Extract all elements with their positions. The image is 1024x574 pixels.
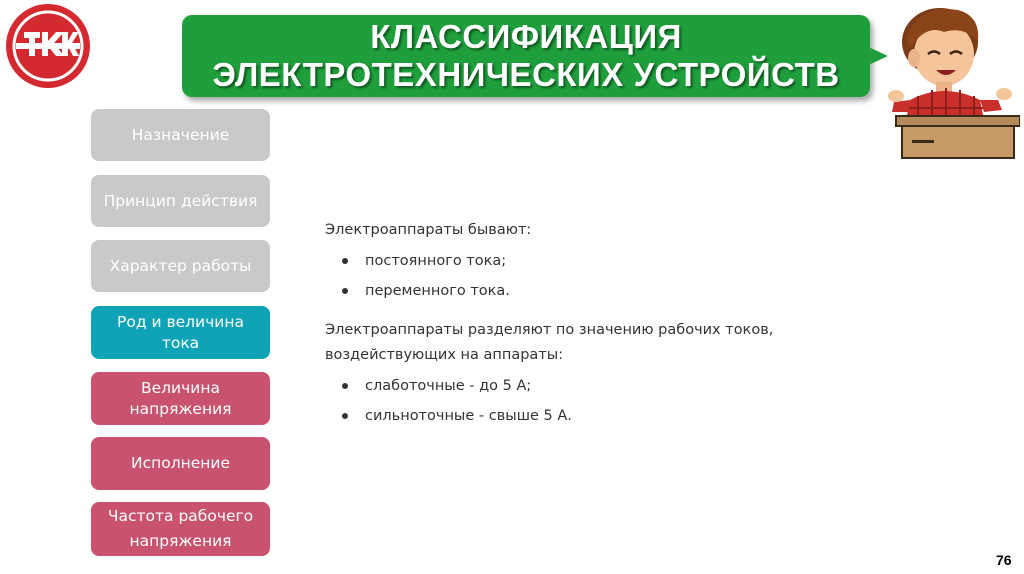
intro-text-2-line-1: Электроаппараты разделяют по значению рабочих токов,	[325, 322, 774, 338]
menu-item-design[interactable]: Исполнение	[91, 437, 270, 490]
teacher-at-desk-icon	[888, 4, 1020, 160]
bullet-icon	[342, 383, 348, 389]
bullet-icon	[342, 258, 348, 264]
menu-item-current-type-active[interactable]: Род и величина тока	[91, 306, 270, 359]
title-line-2: ЭЛЕКТРОТЕХНИЧЕСКИХ УСТРОЙСТВ	[212, 56, 840, 93]
intro-text-2-line-2: воздействующих на аппараты:	[325, 347, 564, 363]
menu-item-operation-mode[interactable]: Характер работы	[91, 240, 270, 292]
list-item-text: сильноточные - свыше 5 А.	[365, 408, 572, 424]
speech-pointer	[862, 44, 888, 68]
list-item	[325, 371, 845, 401]
content-text	[325, 218, 845, 431]
title-line-1: КЛАССИФИКАЦИЯ	[370, 18, 682, 55]
menu-item-operating-principle[interactable]: Принцип действия	[91, 175, 270, 227]
list-item-text: переменного тока.	[365, 283, 510, 299]
menu-item-purpose[interactable]: Назначение	[91, 109, 270, 161]
list-item	[325, 401, 845, 431]
list-item	[325, 246, 845, 276]
list-item-text: постоянного тока;	[365, 253, 507, 269]
list-item-text: слаботочные - до 5 А;	[365, 378, 532, 394]
menu-item-voltage-value[interactable]: Величина напряжения	[91, 372, 270, 425]
list-item	[325, 276, 845, 306]
railway-logo-icon	[4, 2, 92, 90]
bullet-icon	[342, 413, 348, 419]
menu-item-voltage-frequency[interactable]: Частота рабочего напряжения	[91, 502, 270, 556]
bullet-icon	[342, 288, 348, 294]
intro-text-1: Электроаппараты бывают:	[325, 222, 532, 238]
page-number: 76	[996, 552, 1012, 568]
page-title	[182, 15, 870, 97]
